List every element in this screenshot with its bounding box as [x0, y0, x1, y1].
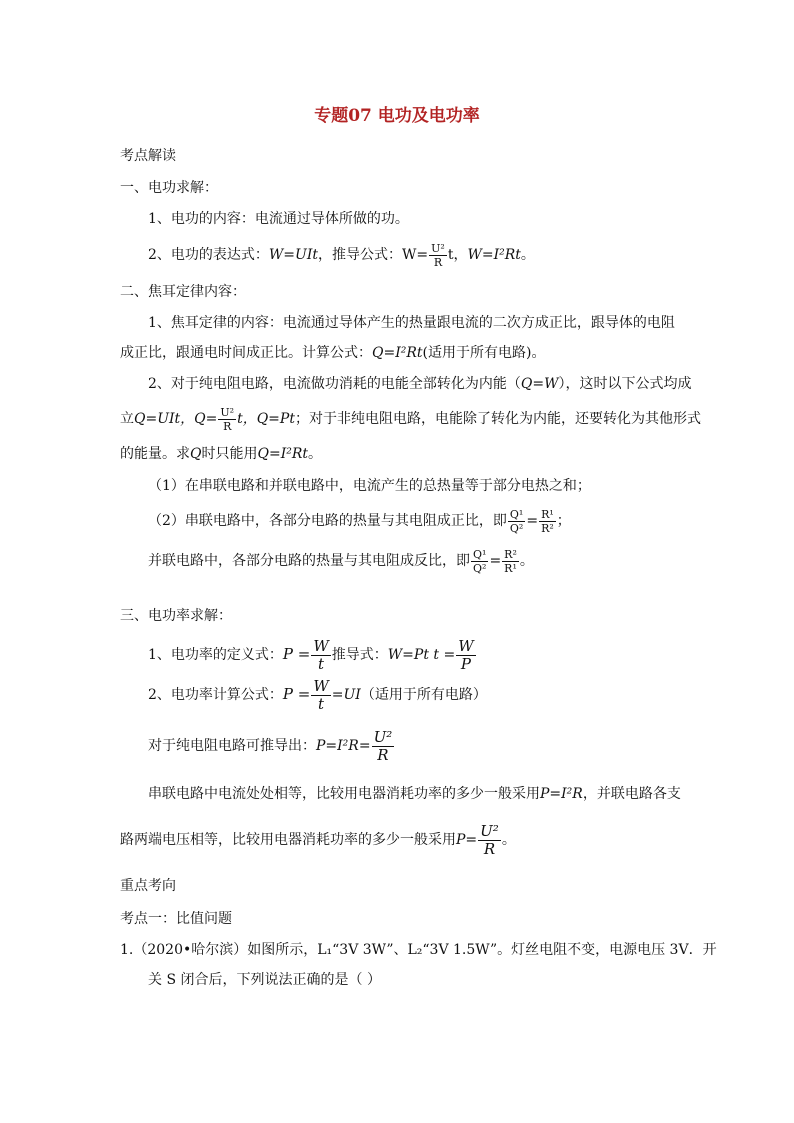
section-2-heading: 二、焦耳定律内容： [120, 284, 246, 300]
kaodian-1-heading: 考点一：比值问题 [120, 911, 232, 927]
page-title: 专题07 电功及电功率 [314, 106, 480, 126]
s3-para-4-line1: 串联电路中电流处处相等，比较用电器消耗功率的多少一般采用P=I²R，并联电路各支 [148, 786, 681, 802]
question-1-line2: 关 S 闭合后，下列说法正确的是（ ） [148, 972, 381, 988]
fraction-r1-r2: $\frac{\text{R¹}}{\text{R²}}$ [541, 507, 554, 535]
section-label-kaodian: 考点解读 [120, 148, 176, 164]
s2-para-2-line2: 立Q=UIt，Q= $\frac{\text{U²}}{R}$ t，Q=Pt；对于非纯电阻电路，电能除了转化为内能，还要转化为其他形式 [120, 405, 701, 433]
s2-item-3: 并联电路中，各部分电路的热量与其电阻成反比，即 $\frac{\text{Q¹}}{\text{Q²}}$ = $\frac{\text{R²}}{\text{R¹}}$ 。 [148, 547, 534, 575]
fraction-w-t: $\frac{W}{t}$ [313, 676, 329, 713]
fraction-u2-r: $\frac{\text{U²}}{R}$ [220, 405, 235, 433]
s3-para-3: 对于纯电阻电路可推导出：P=I²R= $\frac{\text{U²}}{R}$ [148, 727, 393, 764]
s2-para-2-line1: 2、对于纯电阻电路，电流做功消耗的电能全部转化为内能（Q=W），这时以下公式均成 [148, 376, 692, 392]
fraction-w-p: $\frac{W}{P}$ [458, 636, 474, 673]
fraction-r2-r1: $\frac{\text{R²}}{\text{R¹}}$ [504, 547, 517, 575]
s1-para-2: 2、电功的表达式：W=UIt，推导公式：W= $\frac{\text{U²}}{R}$ t，W=I²Rt。 [148, 241, 535, 269]
s1-para-1: 1、电功的内容：电流通过导体所做的功。 [148, 211, 409, 227]
section-3-heading: 三、电功率求解： [120, 608, 232, 624]
fraction-q1-q2: $\frac{\text{Q¹}}{\text{Q²}}$ [473, 547, 487, 575]
fraction-u2-r: $\frac{\text{U²}}{R}$ [373, 727, 393, 764]
fraction-u2-r: $\frac{\text{U²}}{R}$ [480, 821, 499, 858]
s2-para-2-line3: 的能量。求Q时只能用Q=I²Rt。 [120, 446, 323, 462]
s2-item-2: （2）串联电路中，各部分电路的热量与其电阻成正比，即 $\frac{\text{Q¹}}{\text{Q²}}$ = $\frac{\text{R¹}}{\text{R²}}$ ； [148, 507, 571, 535]
section-1-heading: 一、电功求解： [120, 180, 218, 196]
question-1-line1: 1.（2020•哈尔滨）如图所示，L₁“3V 3W”、L₂“3V 1.5W”。灯丝电阻不变，电源电压 3V．开 [120, 942, 717, 958]
s2-para-1-line1: 1、焦耳定律的内容：电流通过导体产生的热量跟电流的二次方成正比，跟导体的电阻 [148, 315, 675, 331]
fraction-u2-r: $\frac{\text{U²}}{R}$ [431, 241, 445, 269]
section-label-zhongdian: 重点考向 [120, 878, 176, 894]
fraction-q1-q2: $\frac{\text{Q¹}}{\text{Q²}}$ [509, 507, 524, 535]
fraction-w-t: $\frac{W}{t}$ [313, 636, 329, 673]
s2-item-1: （1）在串联电路和并联电路中，电流产生的总热量等于部分电热之和； [148, 478, 591, 494]
s2-para-1-line2: 成正比，跟通电时间成正比。计算公式：Q=I²Rt(适用于所有电路)。 [120, 345, 546, 361]
s3-para-1: 1、电功率的定义式：P = $\frac{W}{t}$ 推导式：W=Pt t = $\frac{W}{P}$ [148, 636, 474, 673]
s3-para-4-line2: 路两端电压相等，比较用电器消耗功率的多少一般采用P= $\frac{\text{U²}}{R}$ 。 [120, 821, 516, 858]
s3-para-2: 2、电功率计算公式：P = $\frac{W}{t}$ =UI（适用于所有电路） [148, 676, 487, 713]
